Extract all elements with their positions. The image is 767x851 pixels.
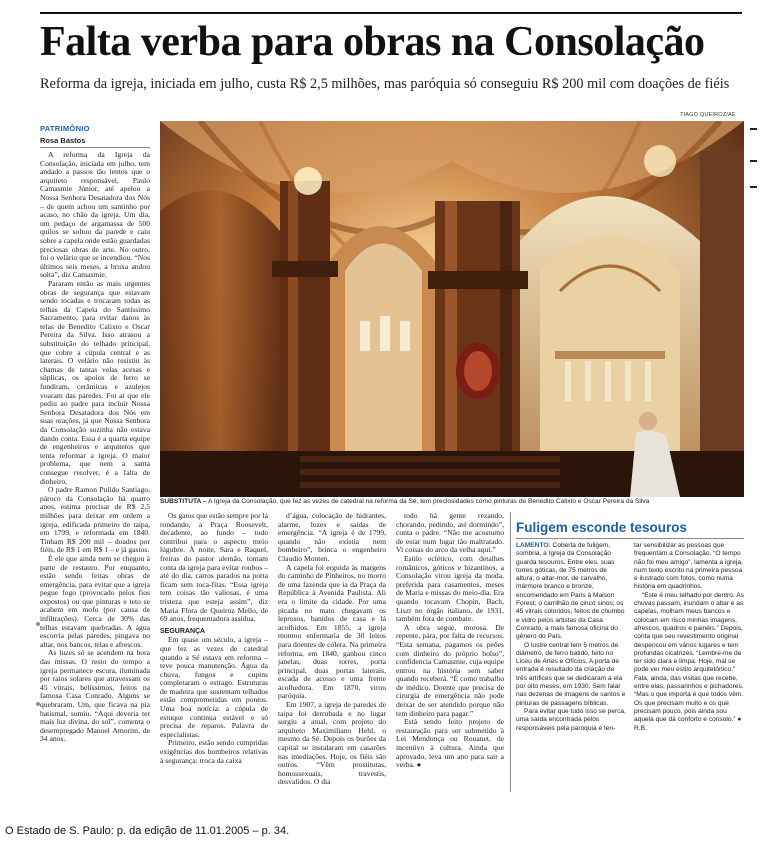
article-column-3 [278,512,386,812]
caption-label: SUBSTITUTA – [160,498,207,505]
paragraph: Estilo eclético, com detalhes românicos, góticos e bizantinos, a Consolação virou igreja da moda, preferida para casamentos, meses de Maria e missas do meio-dia. Era quando tocavam Chopin, Bach, Liszt no órgão italiano, de 1931, também fora de combate. [396,553,504,624]
paragraph: tar sensibilizar as pessoas que frequentam a Consolação. “O tempo não foi meu amigo”, lamenta a igreja, num texto escrito na primeira pessoa e ilustrado com fotos, como numa história em quadrinhos. [634,542,743,591]
sidebar-box-title: Fuligem esconde tesouros [516,520,688,535]
edge-tick [750,186,757,188]
edge-tick [750,128,757,130]
paragraph: Para evitar que tudo isso se perca, uma saída encontrada pelos responsáveis pela paróquia é ten- [516,707,626,732]
paragraph: Pararam então as mais urgentes obras de segurança que estavam sendo tocadas e trocaram todas as telhas da Capela do Santíssimo Sacramento, para evitar danos às telas de Benedito Calixto e Oscar Pereira da Silva. Isso atrasou a substituição do telhado principal, que cobre a cúpula central e as laterais. O velário não resistiu às chamas de tantas velas acesas e súplicas, os apoios de ferro se fundiram, cerâmicas e azulejos voaram das paredes. Foi aí que ele pediu ao padre para incluir Nossa Senhora Desatadora dos Nós em suas orações, já que Nossa Senhora da Consolação sozinha não estava dando conta. Essa é a quarta equipe de engenheiros e arquitetos que tenta reformar a igreja. O maior problema, que nem a santa consegue resolver, é a falta de dinheiro. [40,278,150,486]
paragraph: É ele que ainda nem se chegou à parte de restauro. Por enquanto, estão sendo feitas obras de emergência, para evitar que a igreja pegue fogo (provocado pelos fios expostos) ou que pinturas e teto se acabem em mofo (por causa de infiltrações). Cerca de 30% das telhas estavam quebradas. A água escorria pelas paredes, pingava no altar, nos bancos, telas e afrescos. [40,553,150,649]
sidebar-box-column-1 [516,542,626,792]
photo-credit: TIAGO QUEIROZ/AE [680,112,736,118]
article-column-4 [396,512,504,812]
box-lead-text: Coberta de fuligem, sombria, a Igreja da Consolação guarda tesouros. Entre eles, suas torres góticas, de 75 metros de altura; o altar-mor, de carvalho, mármore branco e bronze, encomendado em Paris à Maison Forest; o carrilhão de cinco sinos; os 45 vitrais coloridos, feitos de chumbo e vidro pelos artistas da Casa Conrado, a mais famosa oficina do gênero do País. [516,542,625,641]
margin-dot [36,702,40,706]
article-headline: Falta verba para obras na Consolação [40,19,705,65]
byline-rule [40,147,150,148]
photo-caption [160,498,744,506]
subsection-heading: SEGURANÇA [160,627,206,635]
paragraph: todo há gente rezando, chorando, pedindo, até dormindo”, conta o padre. “Não me acostumo de estar num lugar tão maltratado. Vi coisas do arco da velha aqui.” [396,512,504,555]
paragraph: “Este é meu telhado por dentro. As chuvas passam, inundam o altar e as capelas, molham meus bancos e colocam em risco minhas imagens, afrescos, quadros e painéis.” Depois, conta que seu revestimento original despencou em vários lugares e tem profundas cicatrizes. “Lembre-me de ter sido clara e limpa. Hoje, mal se pode ver meu estilo arquitetônico.” Fala, ainda, das visitas que recebe, entre elas, passarinhos e pichadores. “Mas o que importa é que todos vêm. Os que precisam muito e os que precisam pouco, pois ainda sou aquela que dá conforto e consolo.” ● R.B. [634,591,744,732]
article-subhead: Reforma da igreja, iniciada em julho, custa R$ 2,5 milhões, mas paróquia só conseguiu R$ 200 mil com doações de fiéis [40,76,730,92]
photo-illustration [160,121,744,497]
sidebar-box-column-2 [634,542,744,792]
caption-text: A Igreja da Consolação, que fez as vezes de catedral na reforma da Sé, tem preciosidades como pinturas de Benedito Calixto e Oscar Pereira da Silva [208,498,650,505]
margin-dot [36,622,40,626]
page-footer: O Estado de S. Paulo: p. da edição de 11.01.2005 – p. 34. [5,825,290,837]
box-lead-label: LAMENTO: [516,542,553,549]
paragraph: As luzes só se acendem na hora das missas. O resto do tempo a igreja permanece escura, iluminada por raios solares que atravessam os 45 vitrais, belíssimos, feitos na famosa Casa Conrado. Alguns se quebraram. Um, que ficava na pia batismal, sumiu. “Aqui deveria ter mais luz divina, do sol”, comenta o desempregado Manoel Amorim, de 34 anos. [40,648,150,744]
author-byline: Rosa Bastos [40,136,86,145]
paragraph: A reforma da Igreja da Consolação, iniciada em julho, tem andado a passos tão lentos que o arquiteto responsável, Paulo Camasmie Júnior, até apelou a Nossa Senhora Desatadora dos Nós – de quem achou um santinho por acaso, no chão da igreja. Um dia, um pedaço de argamassa de 500 quilos se soltou da parede e caiu sobre a capela onde estão guardadas preciosas obras de arte. No outro, foi o velário que se incendiou. “Nos últimos seis meses, a bruxa andou solta”, diz Camasmie. [40,151,150,280]
box-divider [510,512,511,792]
paragraph: Em quase um século, a igreja – que fez as vezes de catedral quando a Sé estava em reforma – teve pouca manutenção. Água da chuva, fungos e cupins completaram o estrago. Estruturas de madeira que sustentam telhados estão comprometidas em pontos. Uma boa notícia: a cúpula de estuque continua estável e só precisa de reparos. Palavra de especialistas. [160,635,268,739]
article-column-1 [40,151,150,751]
paragraph: O lustre central tem 5 metros de diâmetro, de ferro batido, feito no Liceu de Artes e Ofícios. A porta de entrada é resultado da criação de três artífices que se dedicaram a ela por oito meses, em 1930. Sem falar nas dezenas de imagens de santos e pinturas de passagens bíblicas. [516,641,626,707]
article-column-2 [160,512,268,812]
paragraph: O padre Ramon Pulido Santiago, pároco da Consolação há quatro anos, estima precisar de R$ 2,5 milhões para deixar em ordem a igreja, edificada primeiro de taipa, em 1799, e reformada em 1840. Tinham R$ 200 mil – doados por fiéis, de R$ 1 em R$ 1 – e já gastos. [40,485,150,555]
top-rule [40,12,742,14]
paragraph: Está sendo feito projeto de restauração para ser submetido à Lei Mendonça ou Rouanet, de incentivo à cultura. Ainda que aprovado, leva um ano para sair a verba. ● [396,717,504,770]
paragraph: A obra segue, morosa. De repente, pára, por falta de recursos. “Esta semana, pagamos os peões com dinheiro do próprio bolso”, confidencia Camasmie, cuja equipe entrou na história sem saber quando receberá. “É como trabalho de médico. Doente que precisa de cirurgia de emergência não pode deixar de ser atendido porque não tem dinheiro para pagar.” [396,622,504,718]
box-title-rule [516,538,744,539]
church-interior-photo [160,121,744,497]
paragraph [516,542,626,642]
paragraph: Primeiro, estão sendo cumpridas exigências dos bombeiros relativas à segurança: troca da caixa [160,738,268,765]
section-tag: PATRIMÔNIO [40,124,90,133]
edge-tick [750,160,757,162]
paragraph: A capela foi erguida às margens do caminho de Pinheiros, no morro de uma fazenda que ia da Praça da República à Avenida Paulista. Ali era o limite da cidade. Por uma picada no mato chegavam os leprosos, banidos de casa e lá acolhidos. Em 1855, a igreja montou enfermaria de 30 leitos para doentes de cólera. Na primeira reforma, em 1840, ganhou cinco janelas, duas torres, porta principal, duas portas laterais, escada de acesso e uma frente acolhedora. Em 1870, virou paróquia. [278,562,386,701]
paragraph: d’água, colocação de hidrantes, alarme, luzes e saídas de emergência. “A igreja é de 1799, quando não existia nem bombeiro”, brinca o engenheiro Claudio Monten. [278,512,386,563]
paragraph: Os gatos que estão sempre por lá rondando, a Praça Roosevelt, decadente, ao fundo – tudo contribui para o aspecto meio lúgubre. À noite, Sara e Raquel, freiras do pastor alemão, tomam conta da igreja para evitar roubos – até do dia, carros parados na porta ficam sem toca-fitas. “Essa igreja tem coisas tão valiosas, é uma tristeza que esteja assim”, diz Maria Flora de Queiroz Mello, de 69 anos, frequentadora assídua. [160,512,268,624]
paragraph: Em 1907, a igreja de paredes de taipa foi derrubada e no lugar surgiu a atual, com projeto do arquiteto Maximiliano Hehl, o mesmo da Sé. Depois os burões da capital se instalaram em casarões nas imediações. Hoje, os fiéis são outros. “Vêm prostitutas, homossexuais, travestis, desvalidos. O dia [278,700,386,787]
